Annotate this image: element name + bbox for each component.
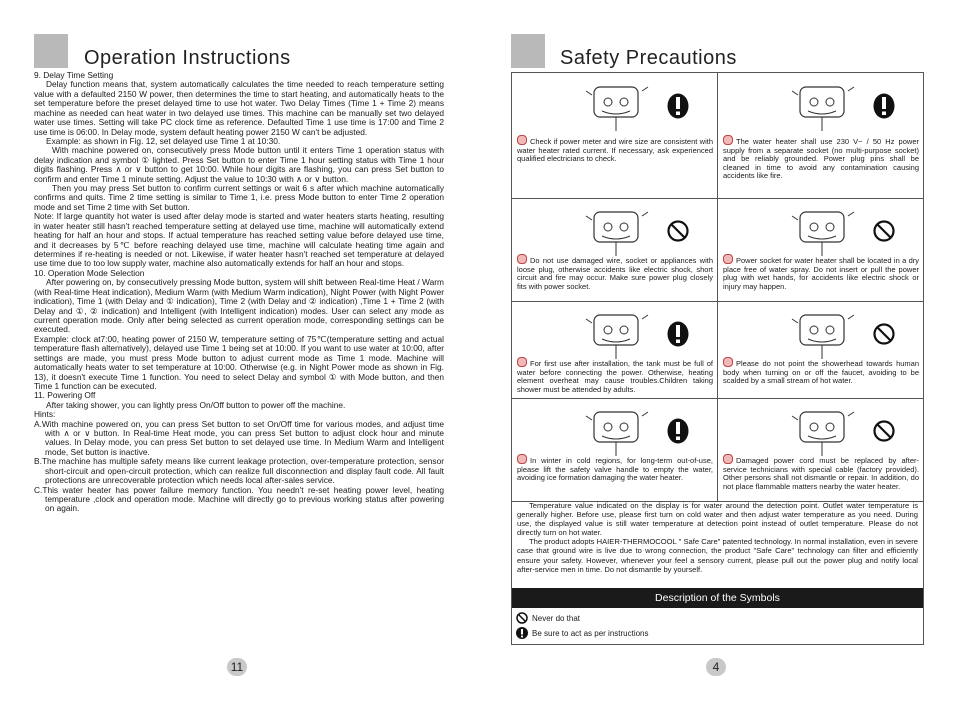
never-badge bbox=[873, 418, 895, 444]
instruction-paragraph: Note: If large quantity hot water is used after delay mode is started and water heaters starts heating, resulting in water heater still hasn't reached temperature setting at delayed use time, machine will automatically extend heating for half an hour and stops. If actual temperature has reached setting value before delayed use time, and it decreases by 5℃ before reaching delayed use time, machine will calculate heating time again and determines if re-heating is needed or not. Likewise, if water heater hasn't reached set temperature at delayed use time due to too low supply water, machine also automatically extends for half an hour and stops. bbox=[34, 211, 444, 269]
precaution-caption bbox=[723, 135, 919, 181]
precaution-caption bbox=[517, 454, 713, 483]
instruction-paragraph: After powering on, by consecutively pressing Mode button, system will shift between Real-time Heat / Warm (with Real-time Heat indication), Medium Warm (with Medium Warm indication), Night Power (with Night Power indication), Time 1 (with Delay and ① indication), Time 2 (with Delay and ② indication) ,Time 1 + Time 2 (with Delay and ①, ② indication) and Intelligent (with Intelligent indication) modes. User can select any mode as current operation mode. Only after being selected as current operation mode, corresponding settings can be executed. bbox=[34, 277, 444, 335]
precaution-cell bbox=[718, 301, 923, 398]
must-badge bbox=[873, 93, 895, 119]
page-number: 11 bbox=[227, 658, 247, 676]
prohibition-icon bbox=[873, 218, 895, 244]
heading-square bbox=[511, 34, 545, 68]
precaution-text: For first use after installation, the tank must be full of water before connecting the power. Otherwise, heating element overheat may cause troubles.Children taking shower must be attended by adults. bbox=[517, 359, 713, 394]
precaution-text: In winter in cold regions, for long-term out-of-use, please lift the safety valve handle to empty the water, avoiding ice formation damaging the water heater. bbox=[517, 456, 713, 483]
prohibition-icon bbox=[873, 418, 895, 444]
bullet-icon bbox=[723, 135, 733, 145]
note-paragraph: Temperature value indicated on the display is for water around the detection point. Outlet water temperature is generally higher. Before use, please first turn on cold water and then adjust water temperature as you need. During use, the displayed value is still water temperature at detection point instead of outlet temperature. Please do not directly turn on hot water. bbox=[517, 501, 918, 538]
illustration bbox=[572, 305, 664, 365]
bullet-icon bbox=[517, 454, 527, 464]
page-number: 4 bbox=[706, 658, 726, 676]
precaution-caption bbox=[517, 254, 713, 291]
instruction-paragraph: With machine powered on, consecutively press Mode button until it enters Time 1 operation status with delay indication and symbol ① lighted. Press Set button to enter Time 1 hour setting status with Time 1 hour digits flashing. Press ∧ or ∨ button to get 10:00. While hour digits are flashing, you can press Set button to confirm and enter Time 1 minute setting. Adjust the value to 10:30 with ∧ or ∨ button. bbox=[34, 145, 444, 184]
symbols-title: Description of the Symbols bbox=[512, 588, 923, 608]
symbol-never-row bbox=[516, 612, 580, 624]
instruction-paragraph: After taking shower, you can lightly press On/Off button to power off the machine. bbox=[46, 399, 346, 410]
power-cord-icon bbox=[778, 402, 870, 462]
symbol-must-label: Be sure to act as per instructions bbox=[532, 628, 649, 638]
prohibition-icon bbox=[873, 321, 895, 347]
precaution-caption bbox=[723, 454, 919, 491]
precautions-frame bbox=[511, 72, 924, 645]
instruction-paragraph: Then you may press Set button to confirm current settings or wait 6 s after which machine automatically confirms and quits. Time 2 time setting is similar to Time 1, i.e. press Mode button to enter Time 2 operation mode and set Time 2 time with Set button. bbox=[34, 183, 444, 212]
instruction-paragraph: Example: as shown in Fig. 12, set delayed use Time 1 at 10:30. bbox=[46, 135, 281, 146]
instruction-paragraph: B.The machine has multiple safety means like current leakage protection, over-temperature protection, sensor short-circuit and open-circuit protection, which can realize full disconnection and display fault code. All fault protections are unrecoverable protection which needs local after-sales service. bbox=[34, 456, 444, 486]
instruction-paragraph: Delay function means that, system automatically calculates the time needed to reach temperature setting value with a defaulted 2150 W power, then determines the time to start heating, and automatically heats to the set temperature before the preset delayed time to use hot water. Two Delay Times (Time 1 + Time 2) means machine as needed can heat water in two delayed use times. This machine can be manually set two delayed water use times. Setting will take PC clock time as reference. Defaulted Time 1 use time is 17:00 and Time 2 use time is 06:00. In Delay mode, system default heating power 2150 W can't be adjusted. bbox=[34, 79, 444, 137]
bullet-icon bbox=[517, 357, 527, 367]
tank-icon bbox=[572, 305, 664, 365]
bullet-icon bbox=[517, 135, 527, 145]
instruction-paragraph: Example: clock at7:00, heating power of 2150 W, temperature setting of 75℃(temperature setting and actual temperature flash alternatively), delayed use Time 1 being set at 10:00. If you want to use water at 10:00, after settings are made, you must press Mode button to adjust current mode as Time 1 mode. Machine will automatically heats water to set temperature at 10:00. Otherwise (e.g. in Night Power mode as shown in Fig. 13), it doesn't execute Time 1 function. You need to select Delay and symbol ① with Mode button, and then Time 1 function can be executed. bbox=[34, 333, 444, 391]
must-badge bbox=[667, 93, 689, 119]
must-badge bbox=[667, 418, 689, 444]
page-title: Safety Precautions bbox=[560, 47, 737, 69]
heading-square bbox=[34, 34, 68, 68]
instruction-paragraph: 9. Delay Time Setting bbox=[34, 70, 114, 80]
prohibition-icon bbox=[516, 612, 528, 624]
meter-icon bbox=[572, 77, 664, 137]
illustration bbox=[572, 77, 664, 137]
note-paragraph: The product adopts HAIER-THERMOCOOL " Safe Care" patented technology. In normal installation, even in severe case that ground wire is live due to wrong connection, the product "Safe Care" technology can filter and efficiently ensure your safety. However, whenever your feel a sensory current, please pull out the power plug and notify local after-service men in time. Do not dismantle by yourself. bbox=[517, 537, 918, 574]
precaution-cell bbox=[512, 398, 717, 501]
wet-hand-icon bbox=[778, 202, 870, 262]
bullet-icon bbox=[517, 254, 527, 264]
precaution-text: The water heater shall use 230 V~ / 50 Hz power supply from a separate socket (no multi-purpose socket) and be reliably grounded. Power plug pins shall be cleaned in time to avoid any contamination causing accidents like fire. bbox=[723, 137, 919, 181]
precaution-cell bbox=[512, 198, 717, 301]
bullet-icon bbox=[723, 254, 733, 264]
prohibition-icon bbox=[667, 218, 689, 244]
illustration bbox=[572, 202, 664, 262]
precaution-cell bbox=[718, 198, 923, 301]
precaution-caption bbox=[517, 135, 713, 164]
exclamation-icon bbox=[667, 418, 689, 444]
instruction-paragraph: C.This water heater has power failure memory function. You needn't re-set heating power level, heating temperature ,clock and operation mode. Machine will directly go to previous working status after powering on again. bbox=[34, 484, 444, 514]
instruction-paragraph: 11. Powering Off bbox=[34, 390, 96, 401]
illustration bbox=[572, 402, 664, 462]
cold-region-icon bbox=[572, 402, 664, 462]
precaution-cell bbox=[512, 301, 717, 398]
showerhead-icon bbox=[778, 305, 870, 365]
notes-block bbox=[517, 501, 918, 574]
precaution-text: Check if power meter and wire size are consistent with water heater rated current. If necessary, ask experienced qualified electricians to check. bbox=[517, 137, 713, 164]
illustration bbox=[778, 77, 870, 137]
exclamation-icon bbox=[667, 93, 689, 119]
bullet-icon bbox=[723, 357, 733, 367]
precaution-cell bbox=[512, 73, 717, 198]
never-badge bbox=[873, 218, 895, 244]
precaution-text: Please do not point the showerhead towards human body when turning on or off the faucet, avoiding to be scalded by a small stream of hot water. bbox=[723, 359, 919, 386]
illustration bbox=[778, 202, 870, 262]
socket-icon bbox=[778, 77, 870, 137]
precaution-cell bbox=[718, 398, 923, 501]
damaged-wire-icon bbox=[572, 202, 664, 262]
symbol-never-label: Never do that bbox=[532, 613, 581, 623]
instruction-paragraph: 10. Operation Mode Selection bbox=[34, 267, 145, 278]
page-title: Operation Instructions bbox=[84, 47, 291, 69]
precaution-text: Damaged power cord must be replaced by after-service technicians with special cable (factory provided). Other persons shall not dismantle or repair. In addition, do not place flammable matters nearby the water heater. bbox=[723, 456, 919, 491]
precaution-cell bbox=[718, 73, 923, 198]
precautions-grid bbox=[512, 73, 923, 501]
illustration bbox=[778, 402, 870, 462]
illustration bbox=[778, 305, 870, 365]
instruction-paragraph: Hints: bbox=[34, 409, 56, 420]
precaution-caption bbox=[517, 357, 713, 394]
precaution-caption bbox=[723, 357, 919, 386]
precaution-text: Do not use damaged wire, socket or appliances with loose plug, otherwise accidents like electric shock, short circuit and fire may occur. Make sure power plug closely fits with power socket. bbox=[517, 256, 713, 291]
precaution-text: Power socket for water heater shall be located in a dry place free of water spray. Do not insert or pull the power plug with wet hands, for accidents like electric shock or injury may happen. bbox=[723, 256, 919, 291]
right-page bbox=[477, 0, 954, 702]
never-badge bbox=[873, 321, 895, 347]
instructions-body bbox=[34, 71, 444, 514]
instruction-paragraph: A.With machine powered on, you can press Set button to set On/Off time for various modes, and adjust time with ∧ or ∨ button. In Real-time Heat mode, you can press Set button to adjust clock hour and minute values. In Delay mode, you can press Set button to set delayed use time. In Medium Warm and Intelligent mode, Set button is inactive. bbox=[34, 418, 444, 457]
never-badge bbox=[667, 218, 689, 244]
exclamation-icon bbox=[516, 627, 528, 639]
exclamation-icon bbox=[667, 321, 689, 347]
symbol-must-row bbox=[516, 627, 649, 639]
precaution-caption bbox=[723, 254, 919, 291]
must-badge bbox=[667, 321, 689, 347]
exclamation-icon bbox=[873, 93, 895, 119]
bullet-icon bbox=[723, 454, 733, 464]
